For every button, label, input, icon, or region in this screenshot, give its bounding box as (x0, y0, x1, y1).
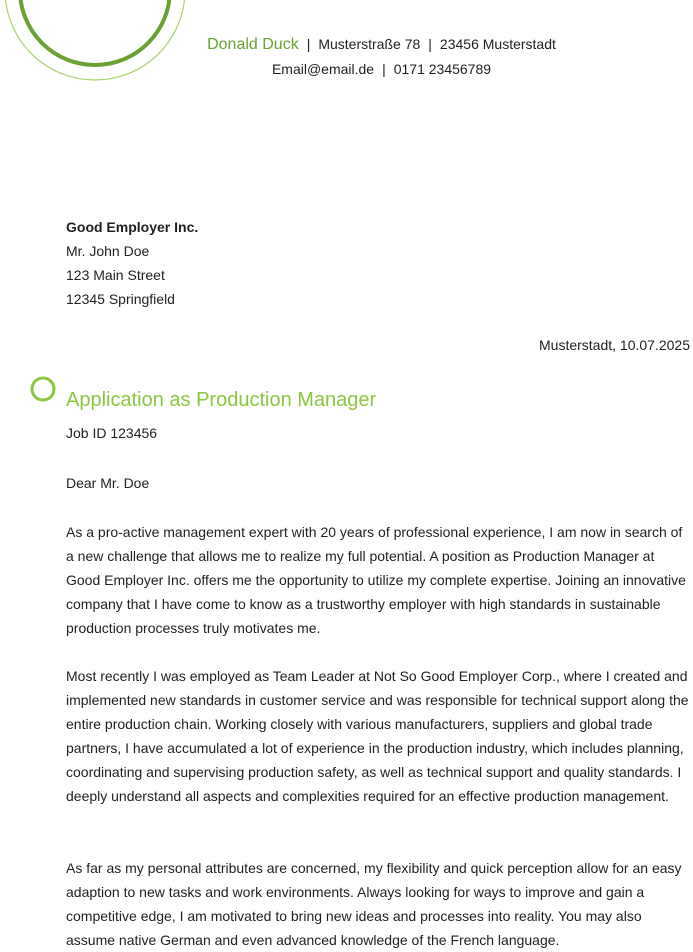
sender-city: 23456 Musterstadt (439, 36, 556, 52)
sender-header-line2 (0, 59, 693, 79)
sender-name: Donald Duck (207, 36, 299, 53)
recipient-street: 123 Main Street (66, 267, 165, 283)
sender-street: Musterstraße 78 (318, 36, 421, 52)
separator: | (306, 36, 311, 52)
sender-email: Email@email.de (271, 61, 375, 77)
recipient-city: 12345 Springfield (66, 291, 175, 307)
job-id: Job ID 123456 (66, 425, 158, 441)
recipient-contact: Mr. John Doe (66, 243, 150, 259)
salutation: Dear Mr. Doe (66, 475, 150, 491)
letter-subject: Application as Production Manager (66, 389, 377, 411)
subject-bullet-icon (29, 375, 57, 403)
body-paragraph: As far as my personal attributes are concerned, my flexibility and quick perception allow for an easy adaption to new tasks and work environments. Always looking for ways to improve and gain a competitive edge, I am motivated to bring new ideas and processes into reality. You may also assume native German and even advanced knowledge of the French language. (66, 860, 682, 948)
sender-header-line1 (0, 34, 693, 55)
body-paragraph: As a pro-active management expert with 20 years of professional experience, I am now in search of a new challenge that allows me to realize my full potential. A position as Production Manager at Good Employer Inc. offers me the opportunity to utilize my complete expertise. Joining an innovative company that I have come to know as a trustworthy employer with high standards in sustainable production processes truly motivates me. (66, 524, 686, 636)
recipient-company: Good Employer Inc. (66, 219, 199, 235)
sender-phone: 0171 23456789 (393, 61, 492, 77)
letter-date: Musterstadt, 10.07.2025 (539, 337, 690, 353)
separator: | (382, 61, 386, 77)
body-paragraph: Most recently I was employed as Team Leader at Not So Good Employer Corp., where I created and implemented new standards in customer service and was responsible for technical support along the entire production chain. Working closely with various manufacturers, suppliers and global trade partners, I have accumulated a lot of experience in the production industry, which includes planning, coordinating and supervising production safety, as well as technical support and quality standards. I deeply understand all aspects and complexities required for an effective production management. (66, 668, 689, 804)
recipient-address (66, 215, 198, 311)
separator: | (428, 36, 432, 52)
